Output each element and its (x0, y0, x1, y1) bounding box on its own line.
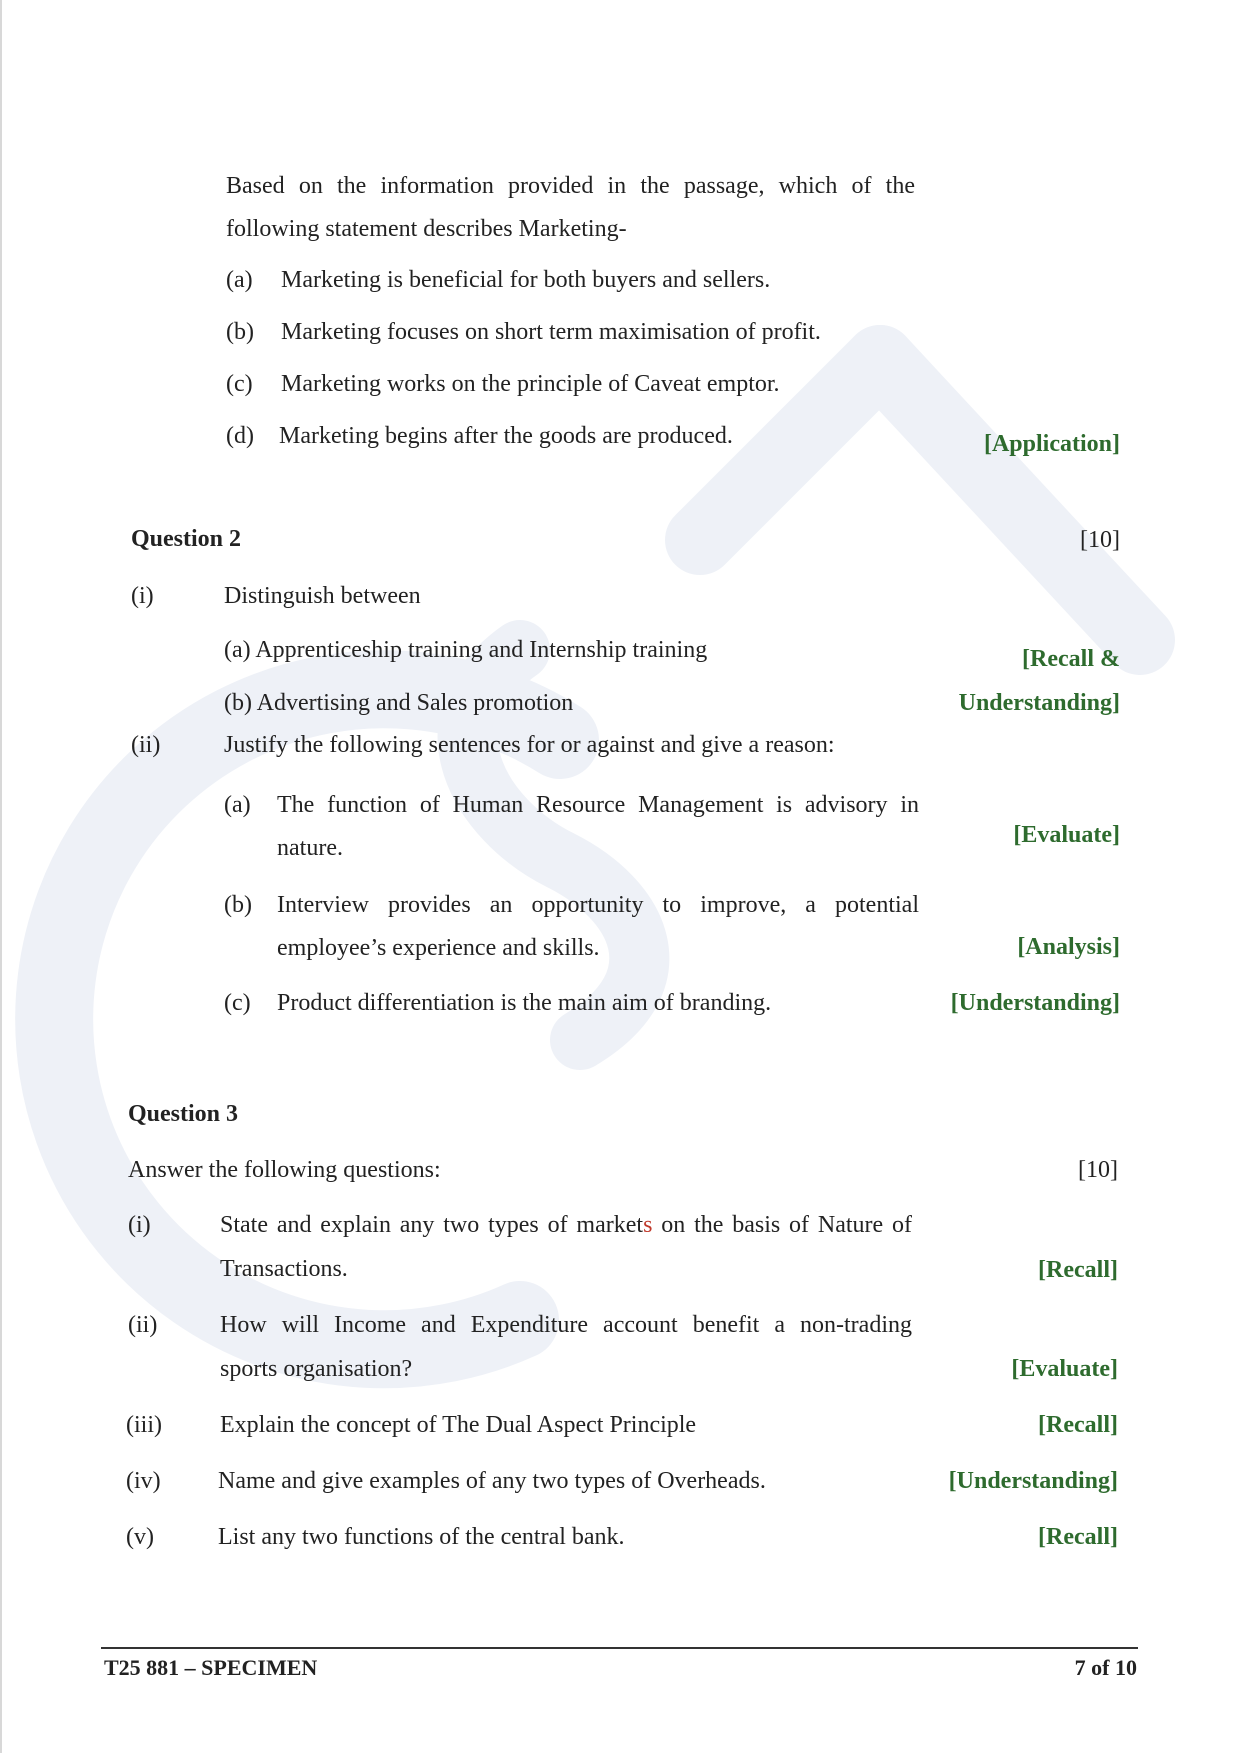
footer-page-number: 7 of 10 (1074, 1655, 1137, 1680)
question-3-instruction: Answer the following questions: (128, 1157, 441, 1183)
q2-ii-a-label: (a) (224, 792, 251, 818)
q2-i-text: Distinguish between (224, 583, 421, 609)
q2-ii-number: (ii) (131, 732, 161, 758)
footer-rule (101, 1647, 1138, 1649)
q3-ii-line-1: How will Income and Expenditure account benefit a non-trading (220, 1312, 912, 1338)
q3-i-line-1: State and explain any two types of markets on the basis of Nature of (220, 1212, 913, 1238)
option-c-text: Marketing works on the principle of Caveat emptor. (281, 371, 780, 397)
q3-ii-tag: [Evaluate] (1011, 1356, 1118, 1382)
q2-ii-c-tag: [Understanding] (950, 990, 1120, 1016)
q3-i-tag: [Recall] (1038, 1257, 1118, 1283)
q2-ii-a-line-1: The function of Human Resource Management is advisory in (277, 792, 919, 818)
q3-ii-number: (ii) (128, 1312, 158, 1338)
q3-i-number: (i) (128, 1212, 151, 1238)
option-c-label: (c) (226, 371, 253, 397)
q3-v-tag: [Recall] (1038, 1524, 1118, 1550)
q2-i-tag-line-1: [Recall & (1022, 646, 1120, 672)
option-d-label: (d) (226, 423, 254, 449)
q2-ii-c-text: Product differentiation is the main aim of branding. (277, 990, 772, 1016)
q2-ii-b-tag: [Analysis] (1017, 934, 1120, 960)
q3-iv-text: Name and give examples of any two types of Overheads. (218, 1468, 766, 1494)
q3-v-text: List any two functions of the central bank. (218, 1524, 625, 1550)
q2-ii-b-line-1: Interview provides an opportunity to improve, a potential (277, 892, 919, 918)
q3-iii-tag: [Recall] (1038, 1412, 1118, 1438)
intro-line-2: following statement describes Marketing- (226, 216, 627, 242)
intro-line-1: Based on the information provided in the passage, which of the (226, 173, 915, 199)
option-a-text: Marketing is beneficial for both buyers and sellers. (281, 267, 771, 293)
q2-ii-c-label: (c) (224, 990, 251, 1016)
intro-skill-tag: [Application] (983, 431, 1120, 457)
question-2-marks: [10] (1080, 527, 1120, 553)
option-a-label: (a) (226, 267, 253, 293)
option-b-text: Marketing focuses on short term maximisation of profit. (281, 319, 821, 345)
q2-i-b-text: (b) Advertising and Sales promotion (224, 690, 574, 716)
footer-paper-code: T25 881 – SPECIMEN (104, 1655, 318, 1680)
q3-iii-text: Explain the concept of The Dual Aspect Principle (220, 1412, 697, 1438)
option-b-label: (b) (226, 319, 254, 345)
q2-ii-a-tag: [Evaluate] (1013, 822, 1120, 848)
option-d-text: Marketing begins after the goods are produced. (279, 423, 733, 449)
q3-v-number: (v) (126, 1524, 154, 1550)
question-3-heading: Question 3 (128, 1101, 239, 1127)
q2-i-tag-line-2: Understanding] (958, 690, 1120, 716)
q2-i-a-text: (a) Apprenticeship training and Internship training (224, 637, 708, 663)
q2-ii-a-line-2: nature. (277, 835, 343, 861)
q3-iv-number: (iv) (126, 1468, 161, 1494)
q3-ii-line-2: sports organisation? (220, 1356, 413, 1382)
q2-ii-b-label: (b) (224, 892, 252, 918)
q2-ii-text: Justify the following sentences for or against and give a reason: (224, 732, 835, 758)
question-2-heading: Question 2 (131, 526, 242, 552)
q3-i-line-2: Transactions. (220, 1256, 348, 1282)
q3-iii-number: (iii) (126, 1412, 162, 1438)
q2-ii-b-line-2: employee’s experience and skills. (277, 935, 600, 961)
scan-edge-line (0, 0, 2, 1753)
question-3-marks: [10] (1078, 1157, 1118, 1183)
q3-iv-tag: [Understanding] (948, 1468, 1118, 1494)
q2-i-number: (i) (131, 583, 154, 609)
